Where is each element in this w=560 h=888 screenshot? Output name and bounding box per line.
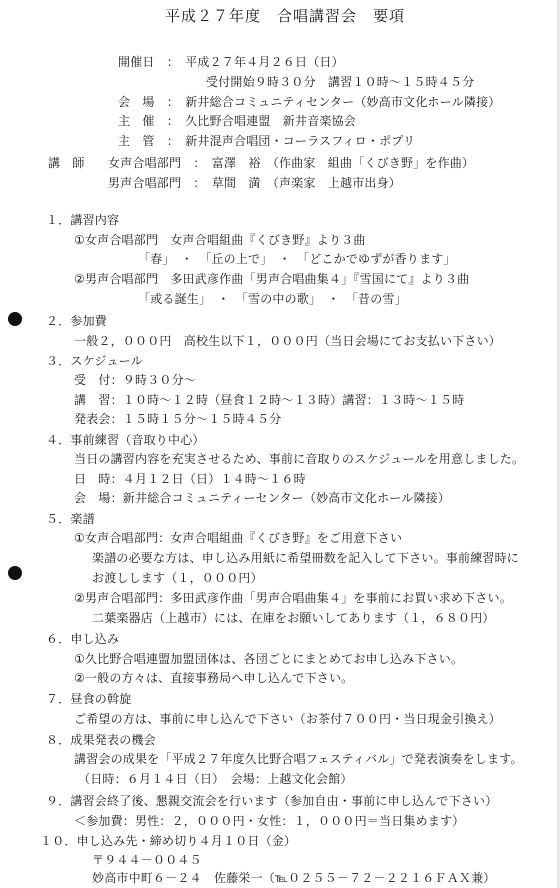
section-7-heading: ７．昼食の斡旋 [46, 692, 132, 706]
contact-postal-code: 〒９４４－００４５ [92, 853, 202, 867]
document-title: 平成２７年度 合唱講習会 要項 [165, 7, 406, 25]
section-9-fee: ＜参加費：男性：２，０００円・女性：１，０００円＝当日集めます） [74, 814, 465, 828]
section-1-male: ②男声合唱部門 多田武彦作曲「男声合唱曲集４」『雪国にて』より３曲 [74, 272, 470, 286]
section-3-recital: 発表会：１５時１５分～１５時４５分 [74, 412, 282, 426]
section-6-member-groups: ①久比野合唱連盟加盟団体は、各団ごとにまとめてお申し込み下さい。 [74, 652, 464, 666]
section-3-reception: 受 付：９時３０分～ [74, 373, 197, 387]
section-4-heading: ４．事前練習（音取り中心） [46, 433, 205, 447]
section-1-female: ①女声合唱部門 女声合唱組曲『くびき野』より３曲 [74, 233, 366, 247]
section-5-female-note: 楽譜の必要な方は、申し込み用紙に希望冊数を記入して下さい。事前練習時に [92, 551, 520, 565]
section-1-female-songs: 「春」 ・ 「丘の上で」 ・ 「どこかでゆずが香ります」 [138, 252, 456, 266]
section-7-lunch: ご希望の方は、事前に申し込んで下さい（お茶付７００円・当日現金引換え） [74, 712, 502, 726]
section-5-heading: ５．楽譜 [46, 512, 95, 526]
lecturer-male: 男声合唱部門 ： 草間 満 （声楽家 上越市出身） [108, 176, 402, 190]
section-1-male-songs: 「或る誕生」 ・ 「雪の中の歌」 ・ 「昔の雪」 [138, 292, 407, 306]
section-5-male: ②男声合唱部門：多田武彦作曲「男声合唱曲集４」を事前にお買い求め下さい。 [74, 591, 512, 605]
info-date: 開催日 ： 平成２７年４月２６日（日） [118, 55, 344, 69]
info-reception: 受付開始９時３０分 講習１０時～１５時４５分 [206, 75, 475, 89]
section-2-fee: 一般２，０００円 高校生以下１，０００円（当日会場にてお支払い下さい） [74, 334, 502, 348]
section-10-heading: １０．申し込み先・締め切り４月１０日（金） [40, 834, 297, 848]
punch-hole-top [8, 312, 22, 326]
section-8-datetime: （日時：６月１４日（日） 会場：上越文化会館） [78, 772, 353, 786]
section-6-heading: ６．申し込み [46, 632, 120, 646]
section-4-venue: 会 場：新井総合コミュニティーセンター（妙高市文化ホール隣接） [74, 491, 451, 505]
section-8-festival: 講習会の成果を「平成２７年度久比野合唱フェスティバル」で発表演奏をします。 [74, 752, 523, 766]
section-8-heading: ８．成果発表の機会 [46, 733, 156, 747]
info-management: 主 管 ： 新井混声合唱団・コーラスフィロ・ポプリ [118, 134, 416, 148]
section-5-male-store: 二葉楽器店（上越市）には、在庫をお願いしてあります（１，６８０円） [92, 611, 495, 625]
section-3-lecture: 講 習：１０時～１２時（昼食１２時～１３時）講習：１３時～１５時 [74, 393, 465, 407]
section-3-heading: ３．スケジュール [46, 354, 143, 368]
lecturer-heading: 講 師 [48, 156, 85, 170]
section-4-description: 当日の講習内容を充実させるため、事前に音取りのスケジュールを用意しました。 [74, 452, 525, 466]
section-6-general: ②一般の方々は、直接事務局へ申し込んで下さい。 [74, 671, 354, 685]
section-1-heading: １．講習内容 [46, 213, 120, 227]
section-5-female-price: お渡しします（１，０００円） [92, 571, 263, 585]
section-5-female: ①女声合唱部門：女声合唱組曲『くびき野』をご用意下さい [74, 531, 403, 545]
section-2-heading: ２．参加費 [46, 314, 108, 328]
contact-address: 妙高市中町６－２４ 佐藤栄一（℡０２５５－７２－２２１６ＦＡＸ兼） [92, 871, 496, 885]
punch-hole-bottom [8, 566, 22, 580]
info-organizer: 主 催 ： 久比野合唱連盟 新井音楽協会 [118, 114, 357, 128]
section-4-datetime: 日 時：４月１２日（日）１４時～１６時 [74, 472, 306, 486]
lecturer-female: 女声合唱部門 ： 富澤 裕 （作曲家 組曲「くびき野」を作曲） [108, 156, 475, 170]
info-venue: 会 場 ： 新井総合コミュニティセンター（妙高市文化ホール隣接） [118, 95, 501, 109]
section-9-heading: ９．講習会終了後、懇親交流会を行います（参加自由・事前に申し込んで下さい） [46, 794, 498, 808]
